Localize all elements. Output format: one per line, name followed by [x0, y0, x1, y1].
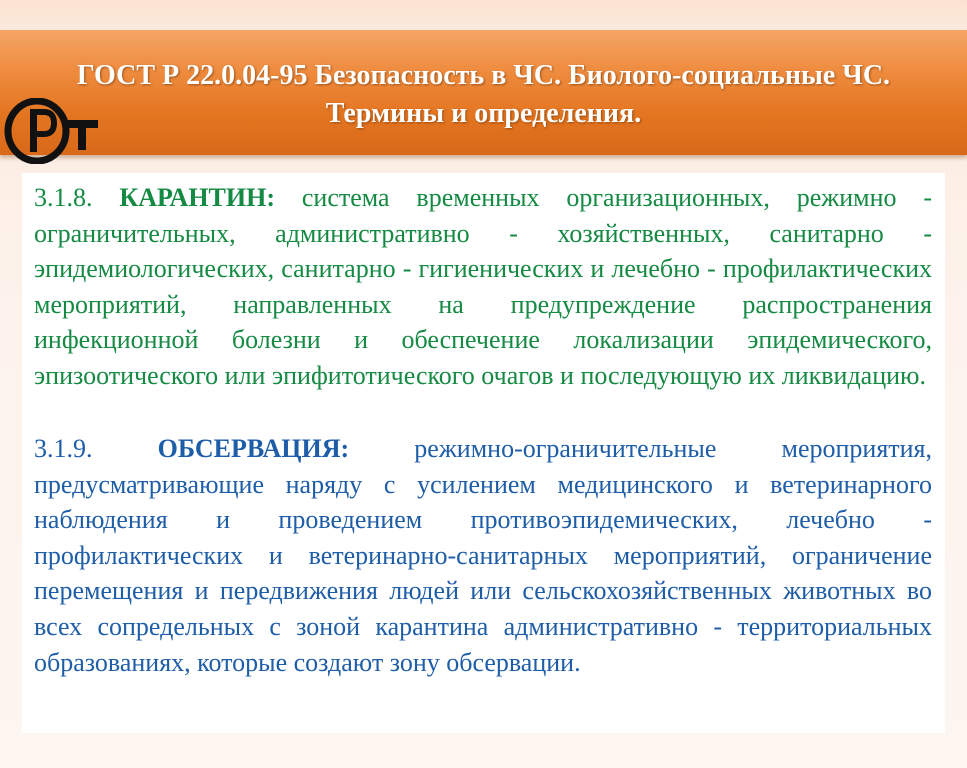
definition-number: 3.1.8. [34, 183, 93, 212]
definition-text: режимно-ограничительные мероприятия, предусматривающие наряду с усилением медицинского и ветеринарного наблюдения и проведением противоэпидемических, лечебно - профилактических и ветеринарно-санитарных мероприятий, ограничение перемещения и передвижения людей или сельскохозяйственных животных во всех сопредельных с зоной карантина административно - территориальных образованиях, которые создают зону обсервации. [34, 434, 933, 677]
top-strip [0, 0, 967, 30]
definition-term: ОБСЕРВАЦИЯ: [157, 434, 350, 463]
slide-title: ГОСТ Р 22.0.04-95 Безопасность в ЧС. Биолого-социальные ЧС. Термины и определения. [76, 60, 891, 129]
definition-quarantine [34, 180, 932, 394]
definition-term: КАРАНТИН: [119, 183, 275, 212]
rst-logo-icon [4, 98, 100, 164]
definition-text: система временных организационных, режимно - ограничительных, административно - хозяйственных, санитарно - эпидемиологических, санитарно - гигиенических и лечебно - профилактических мероприятий, направленных на предупреждение распространения инфекционной болезни и обеспечение локализации эпидемического, эпизоотического или эпифитотического очагов и последующую их ликвидацию. [34, 183, 933, 390]
definition-number: 3.1.9. [34, 434, 93, 463]
definition-observation [34, 431, 932, 680]
